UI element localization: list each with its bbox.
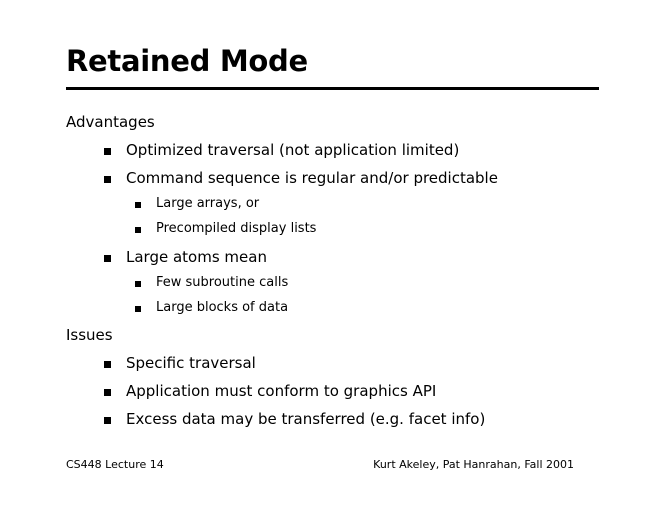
- bullet-square-icon: [104, 389, 111, 396]
- bullet-square-icon: [104, 176, 111, 183]
- bullet-item: Specific traversal: [126, 354, 256, 372]
- slide-title: Retained Mode: [66, 44, 308, 78]
- section-heading-issues: Issues: [66, 326, 113, 344]
- bullet-item: Application must conform to graphics API: [126, 382, 437, 400]
- section-heading-advantages: Advantages: [66, 113, 155, 131]
- bullet-square-icon: [104, 255, 111, 262]
- bullet-square-icon: [104, 417, 111, 424]
- sub-bullet-item: Large arrays, or: [156, 196, 260, 211]
- sub-bullet-item: Large blocks of data: [156, 300, 289, 315]
- bullet-item: Excess data may be transferred (e.g. facet info): [126, 410, 486, 428]
- bullet-item: Large atoms mean: [126, 248, 267, 266]
- bullet-square-icon: [104, 361, 111, 368]
- sub-bullet-item: Precompiled display lists: [156, 221, 317, 236]
- footer-authors: Kurt Akeley, Pat Hanrahan, Fall 2001: [373, 458, 574, 471]
- sub-bullet-item: Few subroutine calls: [156, 275, 289, 290]
- footer-course: CS448 Lecture 14: [66, 458, 164, 471]
- sub-bullet-square-icon: [135, 281, 141, 287]
- bullet-item: Optimized traversal (not application limited): [126, 141, 460, 159]
- bullet-square-icon: [104, 148, 111, 155]
- bullet-item: Command sequence is regular and/or predictable: [126, 169, 498, 187]
- sub-bullet-square-icon: [135, 202, 141, 208]
- sub-bullet-square-icon: [135, 227, 141, 233]
- sub-bullet-square-icon: [135, 306, 141, 312]
- title-divider: [66, 87, 599, 90]
